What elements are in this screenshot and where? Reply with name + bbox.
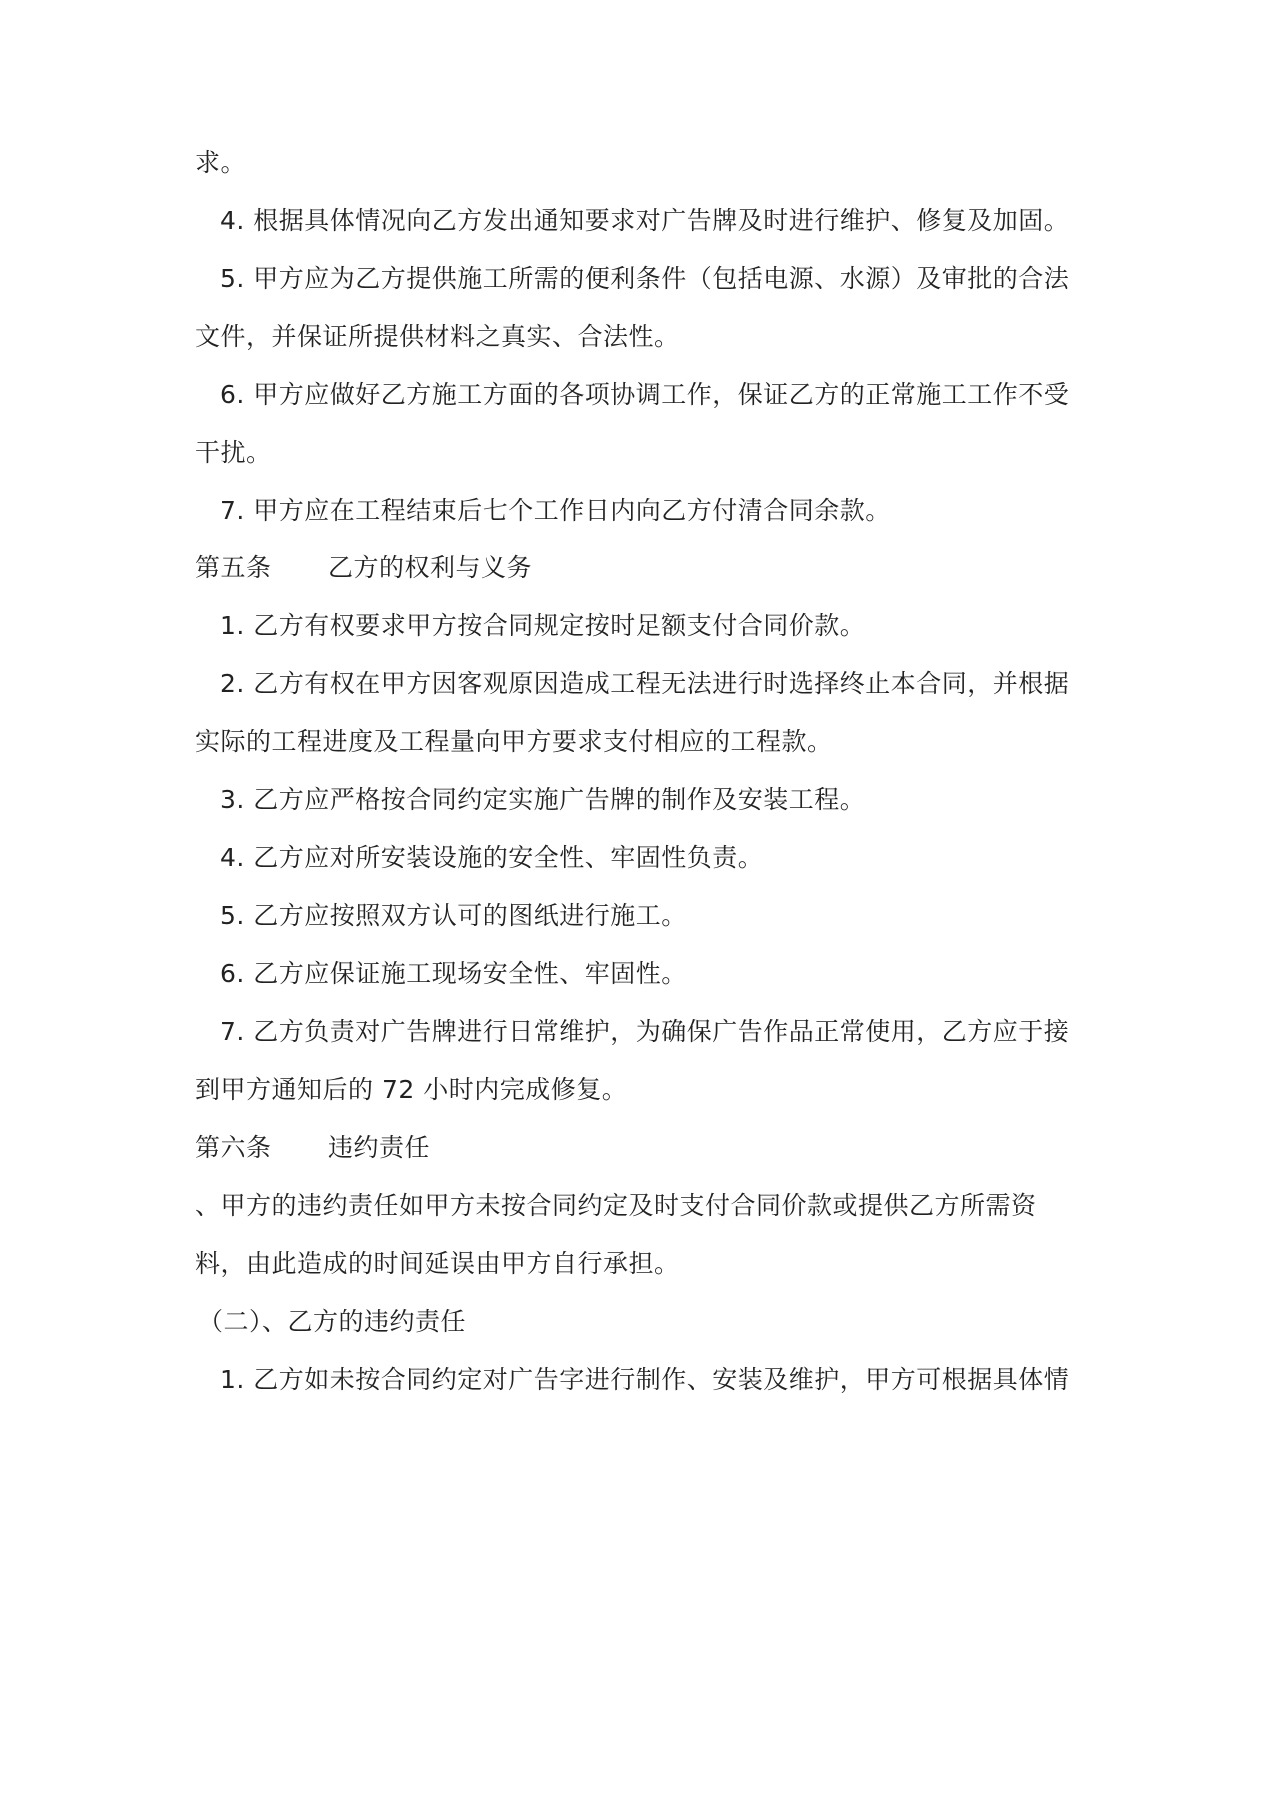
paragraph-line: 求。 [195,148,247,177]
paragraph-line: 2. 乙方有权在甲方因客观原因造成工程无法进行时选择终止本合同，并根据 [220,669,1070,698]
paragraph-line: 料，由此造成的时间延误由甲方自行承担。 [195,1249,680,1278]
paragraph-line: 5. 乙方应按照双方认可的图纸进行施工。 [220,901,687,930]
article-heading-6 [195,1131,430,1165]
article-number: 第六条 [195,1133,272,1162]
article-number: 第五条 [195,553,272,582]
section-subheading: （二）、乙方的违约责任 [198,1307,467,1336]
article-title: 违约责任 [328,1133,431,1162]
paragraph-line: 1. 乙方如未按合同约定对广告字进行制作、安装及维护，甲方可根据具体情 [220,1365,1070,1394]
paragraph-line: 6. 甲方应做好乙方施工方面的各项协调工作，保证乙方的正常施工工作不受 [220,380,1070,409]
paragraph-line: 干扰。 [195,438,272,467]
paragraph-line: 5. 甲方应为乙方提供施工所需的便利条件（包括电源、水源）及审批的合法 [220,264,1070,293]
paragraph-line: 实际的工程进度及工程量向甲方要求支付相应的工程款。 [195,727,833,756]
paragraph-line: 3. 乙方应严格按合同约定实施广告牌的制作及安装工程。 [220,785,866,814]
paragraph-line: 7. 乙方负责对广告牌进行日常维护，为确保广告作品正常使用，乙方应于接 [220,1017,1070,1046]
paragraph-line: 文件，并保证所提供材料之真实、合法性。 [195,322,680,351]
paragraph-line: 、甲方的违约责任如甲方未按合同约定及时支付合同价款或提供乙方所需资 [195,1191,1037,1220]
paragraph-line: 到甲方通知后的 72 小时内完成修复。 [195,1075,628,1104]
article-title: 乙方的权利与义务 [328,553,533,582]
paragraph-line: 4. 乙方应对所安装设施的安全性、牢固性负责。 [220,843,764,872]
article-heading-5 [195,551,532,585]
paragraph-line: 6. 乙方应保证施工现场安全性、牢固性。 [220,959,687,988]
paragraph-line: 7. 甲方应在工程结束后七个工作日内向乙方付清合同余款。 [220,496,891,525]
paragraph-line: 4. 根据具体情况向乙方发出通知要求对广告牌及时进行维护、修复及加固。 [220,206,1070,235]
paragraph-line: 1. 乙方有权要求甲方按合同规定按时足额支付合同价款。 [220,611,866,640]
